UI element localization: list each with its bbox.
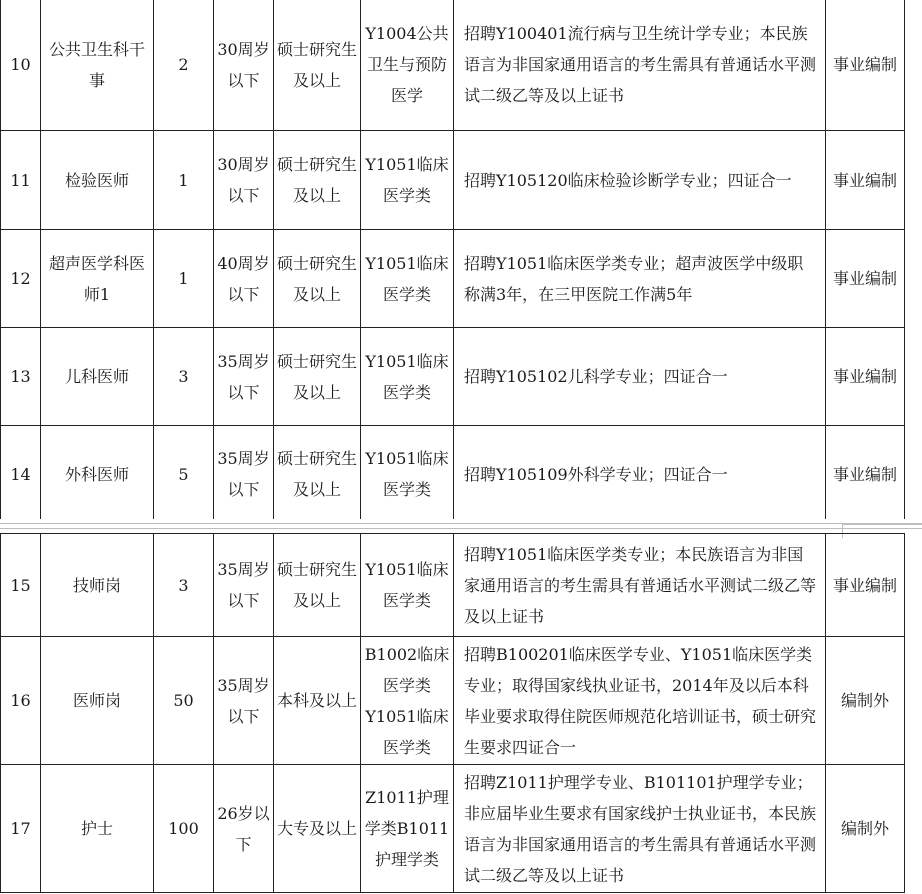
staffing-type: 事业编制 [826, 131, 905, 230]
education: 硕士研究生及以上 [274, 230, 361, 328]
post-count: 100 [154, 765, 214, 893]
age-limit: 30周岁以下 [214, 131, 274, 230]
row-number: 14 [1, 426, 41, 523]
requirements: 招聘Z1011护理学专业、B101101护理学专业；非应届毕业生要求有国家线护士执业证书，本民族语言为非国家通用语言的考生需具有普通话水平测试二级乙等及以上证书 [454, 765, 826, 893]
staffing-type: 编制外 [826, 765, 905, 893]
major-category: Y1051临床医学类 [361, 131, 454, 230]
post-count: 3 [154, 328, 214, 426]
major-category: Y1051临床医学类 [361, 230, 454, 328]
education: 硕士研究生及以上 [274, 0, 361, 131]
page-break-line [0, 523, 922, 524]
major-category: Z1011护理学类B1011护理学类 [361, 765, 454, 893]
staffing-type: 事业编制 [826, 426, 905, 523]
post-name: 外科医师 [41, 426, 154, 523]
post-name: 技师岗 [41, 534, 154, 637]
staffing-type: 事业编制 [826, 328, 905, 426]
table-row [1, 328, 905, 426]
post-count: 1 [154, 230, 214, 328]
post-count: 1 [154, 131, 214, 230]
post-name: 检验医师 [41, 131, 154, 230]
age-limit: 35周岁以下 [214, 637, 274, 765]
row-number: 16 [1, 637, 41, 765]
requirements: 招聘Y105102儿科学专业；四证合一 [454, 328, 826, 426]
education: 硕士研究生及以上 [274, 131, 361, 230]
staffing-type: 事业编制 [826, 230, 905, 328]
table-row [1, 534, 905, 637]
recruitment-table-bottom [0, 533, 905, 893]
requirements: 招聘Y1051临床医学类专业；超声波医学中级职称满3年，在三甲医院工作满5年 [454, 230, 826, 328]
table-row [1, 765, 905, 893]
page-break [0, 519, 922, 533]
education: 本科及以上 [274, 637, 361, 765]
page-break-line [0, 528, 922, 529]
requirements: 招聘Y105120临床检验诊断学专业；四证合一 [454, 131, 826, 230]
requirements: 招聘Y105109外科学专业；四证合一 [454, 426, 826, 523]
post-count: 5 [154, 426, 214, 523]
post-count: 50 [154, 637, 214, 765]
row-number: 11 [1, 131, 41, 230]
post-name: 医师岗 [41, 637, 154, 765]
table-row [1, 230, 905, 328]
major-category: Y1051临床医学类 [361, 534, 454, 637]
age-limit: 40周岁以下 [214, 230, 274, 328]
table-row [1, 426, 905, 523]
post-count: 2 [154, 0, 214, 131]
post-name: 超声医学科医师1 [41, 230, 154, 328]
post-count: 3 [154, 534, 214, 637]
major-category: B1002临床医学类Y1051临床医学类 [361, 637, 454, 765]
row-number: 15 [1, 534, 41, 637]
education: 硕士研究生及以上 [274, 426, 361, 523]
staffing-type: 编制外 [826, 637, 905, 765]
education: 大专及以上 [274, 765, 361, 893]
table-row [1, 637, 905, 765]
education: 硕士研究生及以上 [274, 534, 361, 637]
requirements: 招聘Y100401流行病与卫生统计学专业；本民族语言为非国家通用语言的考生需具有普通话水平测试二级乙等及以上证书 [454, 0, 826, 131]
age-limit: 35周岁以下 [214, 328, 274, 426]
age-limit: 35周岁以下 [214, 534, 274, 637]
requirements: 招聘Y1051临床医学类专业；本民族语言为非国家通用语言的考生需具有普通话水平测试二级乙等及以上证书 [454, 534, 826, 637]
row-number: 12 [1, 230, 41, 328]
row-number: 10 [1, 0, 41, 131]
age-limit: 26岁以下 [214, 765, 274, 893]
major-category: Y1004公共卫生与预防医学 [361, 0, 454, 131]
post-name: 儿科医师 [41, 328, 154, 426]
table-row [1, 131, 905, 230]
row-number: 17 [1, 765, 41, 893]
table-row [1, 0, 905, 131]
age-limit: 35周岁以下 [214, 426, 274, 523]
requirements: 招聘B100201临床医学专业、Y1051临床医学类专业；取得国家线执业证书，2014年及以后本科毕业要求取得住院医师规范化培训证书，硕士研究生要求四证合一 [454, 637, 826, 765]
major-category: Y1051临床医学类 [361, 328, 454, 426]
row-number: 13 [1, 328, 41, 426]
major-category: Y1051临床医学类 [361, 426, 454, 523]
staffing-type: 事业编制 [826, 534, 905, 637]
education: 硕士研究生及以上 [274, 328, 361, 426]
age-limit: 30周岁以下 [214, 0, 274, 131]
staffing-type: 事业编制 [826, 0, 905, 131]
post-name: 公共卫生科干事 [41, 0, 154, 131]
post-name: 护士 [41, 765, 154, 893]
